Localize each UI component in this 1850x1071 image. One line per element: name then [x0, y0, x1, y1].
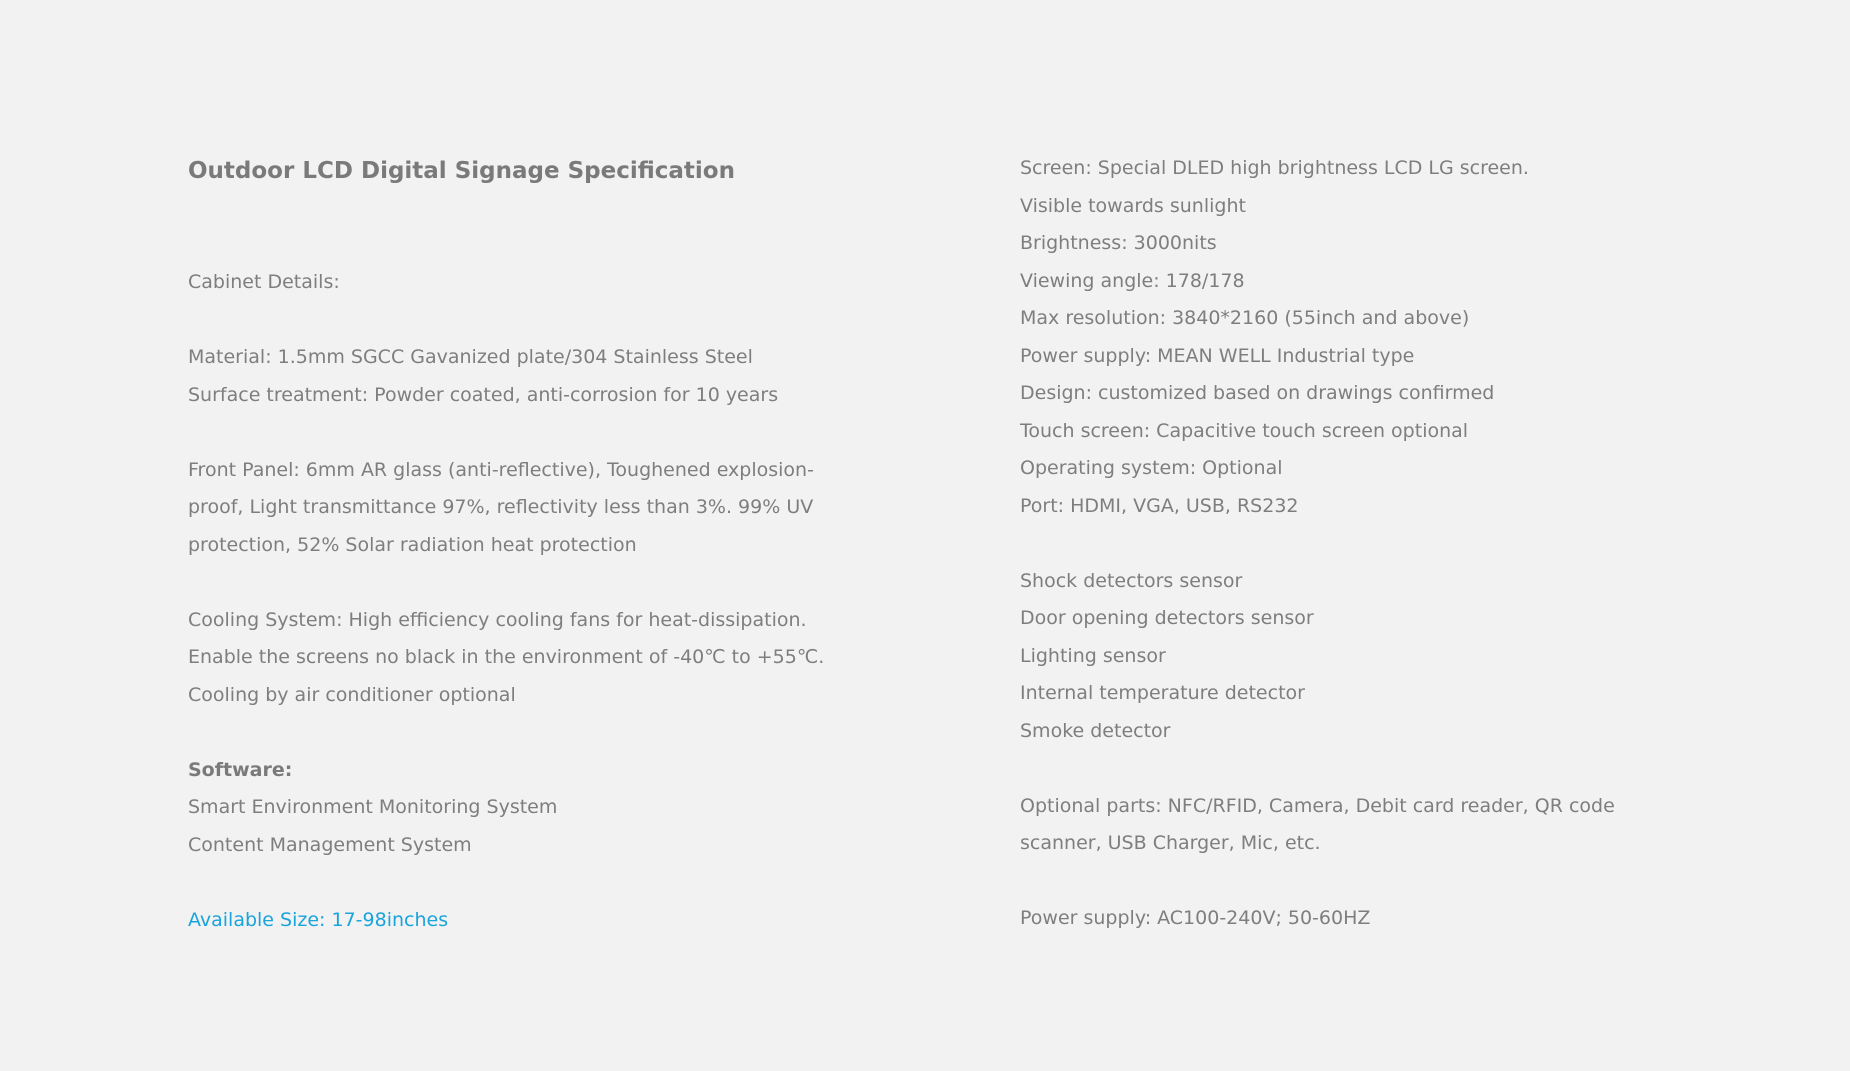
available-size-section	[188, 902, 868, 940]
cooling-section	[188, 602, 868, 715]
front-panel-section	[188, 452, 868, 565]
material-section	[188, 339, 868, 414]
spec-touch-screen: Touch screen: Capacitive touch screen optional	[1020, 419, 1469, 442]
surface-line: Surface treatment: Powder coated, anti-corrosion for 10 years	[188, 383, 779, 406]
sensor-item: Smoke detector	[1020, 719, 1171, 742]
cooling-line: Enable the screens no black in the environment of -40℃ to +55℃.	[188, 646, 825, 668]
spec-port: Port: HDMI, VGA, USB, RS232	[1020, 494, 1299, 517]
software-section	[188, 752, 868, 865]
power-supply-line: Power supply: AC100-240V; 50-60HZ	[1020, 907, 1371, 929]
specs-section	[1020, 150, 1740, 525]
spec-resolution: Max resolution: 3840*2160 (55inch and above)	[1020, 307, 1470, 329]
spec-power-type: Power supply: MEAN WELL Industrial type	[1020, 344, 1415, 367]
front-panel-line: protection, 52% Solar radiation heat protection	[188, 533, 637, 556]
front-panel-line: Front Panel: 6mm AR glass (anti-reflective), Toughened explosion-	[188, 458, 814, 481]
optional-parts-section	[1020, 788, 1740, 863]
optional-parts-line: scanner, USB Charger, Mic, etc.	[1020, 832, 1321, 854]
power-supply-section	[1020, 900, 1740, 938]
cooling-line: Cooling by air conditioner optional	[188, 683, 516, 706]
cabinet-heading: Cabinet Details:	[188, 271, 340, 293]
available-size: Available Size: 17-98inches	[188, 908, 449, 931]
sensor-item: Lighting sensor	[1020, 644, 1166, 667]
spec-brightness: Brightness: 3000nits	[1020, 232, 1217, 254]
sensors-section	[1020, 563, 1740, 751]
spec-operating-system: Operating system: Optional	[1020, 457, 1283, 479]
software-heading: Software:	[188, 758, 293, 781]
front-panel-line: proof, Light transmittance 97%, reflectivity less than 3%. 99% UV	[188, 496, 814, 518]
sensor-item: Shock detectors sensor	[1020, 569, 1243, 592]
software-item: Smart Environment Monitoring System	[188, 796, 558, 818]
spec-sunlight: Visible towards sunlight	[1020, 194, 1246, 217]
spec-screen: Screen: Special DLED high brightness LCD LG screen.	[1020, 157, 1529, 179]
sensor-item: Internal temperature detector	[1020, 682, 1305, 704]
spec-design: Design: customized based on drawings confirmed	[1020, 382, 1495, 404]
cooling-line: Cooling System: High efficiency cooling fans for heat-dissipation.	[188, 608, 807, 631]
software-item: Content Management System	[188, 833, 472, 856]
sensor-item: Door opening detectors sensor	[1020, 607, 1314, 629]
right-column	[1020, 150, 1740, 938]
page-title: Outdoor LCD Digital Signage Specification	[188, 158, 735, 184]
cabinet-section	[188, 264, 868, 302]
left-column	[188, 264, 868, 939]
material-line: Material: 1.5mm SGCC Gavanized plate/304 Stainless Steel	[188, 346, 753, 368]
optional-parts-line: Optional parts: NFC/RFID, Camera, Debit card reader, QR code	[1020, 794, 1615, 817]
spec-viewing-angle: Viewing angle: 178/178	[1020, 269, 1245, 292]
